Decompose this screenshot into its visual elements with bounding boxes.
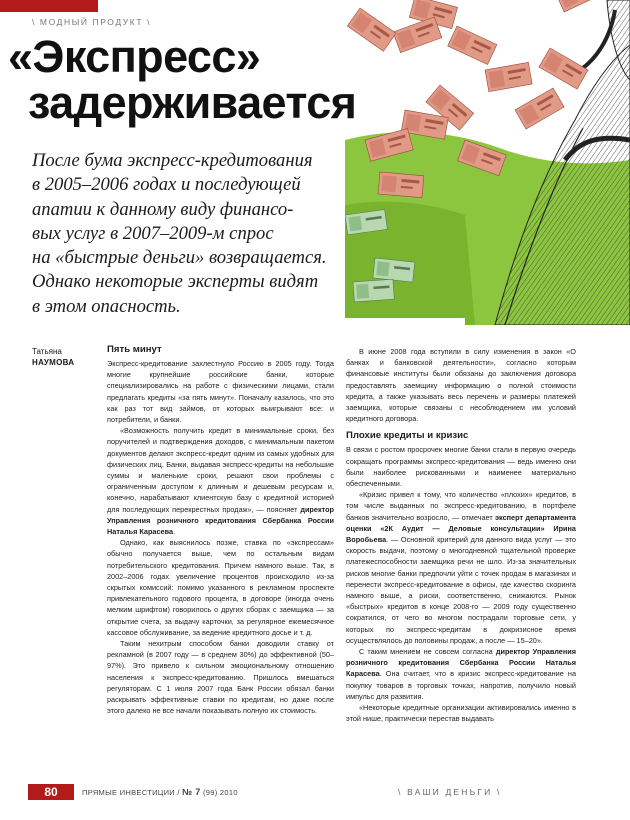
paragraph-text: «Кризис привел к тому, что количество «плохих» кредитов, в том числе выданных по экспресс-кредитованию, в портфеле банков значительно возросло, — отмечает [346,490,576,522]
section-label: \ ВАШИ ДЕНЬГИ \ [398,787,502,797]
accent-bar [0,0,98,12]
paragraph-bold: эксперт департамента оценки «2К Аудит — Деловые консультации» Ирина Воробьева [346,512,576,545]
lead-line: Однако некоторые эксперты видят [32,271,319,293]
lead-line: в 2005–2006 годах и последующей [32,174,301,196]
paragraph: Однако, как выяснилось позже, ставка по «экспрессам» обычно получается выше, чем по остальным видам потребительского кредитования. Причем намного выше. Так, в 2002–2006 годах увеличение процентов происходило из-за скрытых комиссий: помимо указанного в рекламном проспекте привлекательного годового процента, в договоре (иногда очень мелким шрифтом) говорилось о других сборах с заемщика — за открытие счета, за выдачу карточки, за регулярное ежемесячное кассовое обслуживание, за ведение кредитного досье и т. д. [107,538,334,637]
paragraph-text: С таким мнением не совсем согласна [359,647,496,657]
lead-line: вых услуг в 2007–2009-м спрос [32,222,274,244]
section-heading-bad-loans: Плохие кредиты и кризис [346,430,469,442]
section-heading-five-minutes: Пять минут [107,344,162,355]
paragraph-text: . [173,527,176,537]
paragraph-text: . Она считает, что в кризис экспресс-кредитование на покупку товаров в торговых точках, напротив, получило новый импульс для развития. [346,669,576,701]
article-column-1 [107,344,334,717]
author-first-name: Татьяна [32,347,62,356]
illustration-money-tree [345,0,630,325]
paragraph-bold: директор Управления розничного кредитования Сбербанка России Наталья Карасева [107,504,334,537]
magazine-name: ПРЯМЫЕ ИНВЕСТИЦИИ / [82,788,183,797]
lead-paragraph [32,149,337,319]
page-number: 80 [28,784,74,800]
paragraph: В июне 2008 года вступили в силу изменения в закон «О банках и банковской деятельности», согласно которым финансовые институты были обязаны до заключения договора предоставлять заемщику информацию о полной стоимости кредита, а также указывать весь перечень и размеры платежей заемщика, которые связаны с несоблюдением им условий кредитного договора. [346,347,576,424]
author-surname: НАУМОВА [32,358,75,367]
lead-line: После бума экспресс-кредитования [32,150,313,171]
article-column-2 [346,346,576,725]
lead-line: апатии к данному виду финансо- [32,198,294,220]
headline-line-2: задерживается [28,77,357,128]
magazine-title [82,787,238,797]
author-byline [32,346,74,368]
issue-detail: (99) 2010 [200,788,238,797]
paragraph: Таким нехитрым способом банки доводили ставку от рекламной (в 2007 году — в среднем 30%) до эффективной (50–97%). Это привело к сильном эмоциональному отношению населения к экспресс-кредитованию. Пришлось вмешаться регуляторам. С 1 июля 2007 года Банк России обязал банки раскрывать эффективные ставки по кредитам, но даже после этого далеко не все начали показывать полную их стоимость. [107,639,334,716]
lead-line: в этом опасность. [32,295,181,317]
paragraph [346,489,576,646]
rubric: \ МОДНЫЙ ПРОДУКТ \ [32,17,152,27]
headline [8,31,357,128]
page-footer [0,784,630,804]
lead-line: на «быстрые деньги» возвращается. [32,247,327,269]
paragraph: Экспресс-кредитование захлестнуло Россию в 2005 году. Тогда многие крупнейшие российские банки, которые специализировались на работе с физическими лицами, стали предлагать кредиты «за пять минут». Поначалу казалось, что это как раз тот вид займов, от которых выигрывают все: и потребители, и банки. [107,359,334,425]
paragraph [346,646,576,702]
headline-line-1: «Экспресс» [8,31,261,82]
issue-number: № 7 [182,787,201,797]
paragraph: «Некоторые кредитные организации активировались именно в этой нише, практически перестав выдавать [346,703,576,724]
paragraph-text: . — Основной критерий для данного вида услуг — это скорость выдачи, поэтому о многодневной тщательной проверке платежеспособности заемщика речи не шло. Из-за значительных рисков многие банки предпочли уйти с точек продаж в магазинах и перенести экспресс-кредитование в офисы, где качество скоринга намного выше, а риски, соответственно, снижаются. Рынок «быстрых» кредитов в конце 2008-го — 2009 году существенно сократился, от чего во многом пострадали торговые сети, у которых по экспресс-кредитам в докризисное время осуществлялось до половины продаж, а после — 15–20». [346,535,576,645]
paragraph [107,425,334,537]
paragraph-text: «Возможность получить кредит в минимальные сроки, без поручителей и подтверждения доходов, с минимальным пакетом документов делают экспресс-кредит одним из самых удобных для физических лиц. Банки, выдавая экспресс-кредиты на небольшие суммы и маленькие сроки, решают свои проблемы с ограниченным доступом к длинным и дешевым ресурсам и, конечно, нарабатывают клиентскую базу с кредитной историей для последующих перекрестных продаж», — поясняет [107,426,334,514]
paragraph: В связи с ростом просрочек многие банки стали в первую очередь сокращать программы экспресс-кредитования — ведь именно они были наиболее рискованными и наименее материально обеспеченными. [346,445,576,489]
paragraph-bold: директор Управления розничного кредитования Сбербанка России Наталья Карасева [346,647,576,679]
